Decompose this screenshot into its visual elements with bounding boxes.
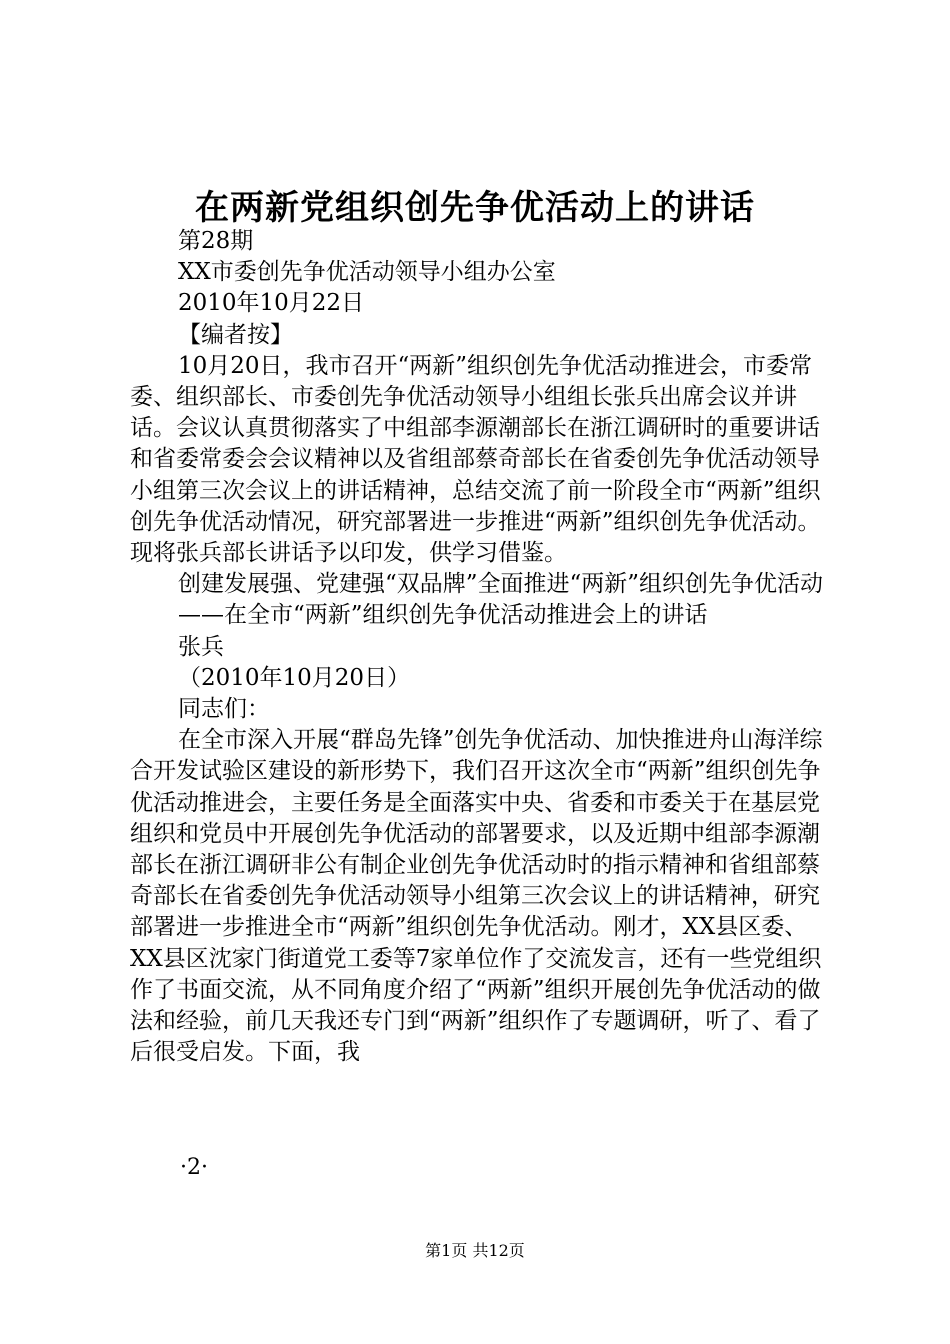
page-indicator: 第1页 共12页	[425, 1241, 525, 1260]
speech-date: （2010年10月20日）	[178, 664, 411, 691]
document-title: 在两新党组织创先争优活动上的讲话	[195, 188, 755, 228]
speaker-name: 张兵	[178, 633, 224, 660]
document-body	[130, 226, 830, 1068]
editor-note-heading: 【编者按】	[178, 321, 293, 348]
body-paragraph: 在全市深入开展“群岛先锋”创先争优活动、加快推进舟山海洋综合开发试验区建设的新形势下，我们召开这次全市“两新”组织创先争优活动推进会，主要任务是全面落实中央、省委和市委关于在基层党组织和党员中开展创先争优活动的部署要求，以及近期中组部李源潮部长在浙江调研非公有制企业创先争优活动时的指示精神和省组部蔡奇部长在省委创先争优活动领导小组第三次会议上的讲话精神，研究部署进一步推进全市“两新”组织创先争优活动。刚才，XX县区委、XX县区沈家门街道党工委等7家单位作了交流发言，还有一些党组织作了书面交流，从不同角度介绍了“两新”组织开展创先争优活动的做法和经验，前几天我还专门到“两新”组织作了专题调研，听了、看了后很受启发。下面，我	[130, 727, 823, 1066]
salutation: 同志们：	[178, 696, 270, 723]
speech-subtitle: ——在全市“两新”组织创先争优活动推进会上的讲话	[178, 602, 708, 629]
speech-title: 创建发展强、党建强“双品牌”全面推进“两新”组织创先争优活动	[178, 571, 824, 598]
issue-number: 第28期	[178, 228, 254, 254]
issue-date: 2010年10月22日	[178, 290, 365, 317]
inner-page-number: ·2·	[180, 1155, 208, 1180]
issuing-office: XX市委创先争优活动领导小组办公室	[178, 259, 556, 286]
editor-note-paragraph: 10月20日，我市召开“两新”组织创先争优活动推进会，市委常委、组织部长、市委创先争优活动领导小组组长张兵出席会议并讲话。会议认真贯彻落实了中组部李源潮部长在浙江调研时的重要讲话和省委常委会会议精神以及省组部蔡奇部长在省委创先争优活动领导小组第三次会议上的讲话精神，总结交流了前一阶段全市“两新”组织创先争优活动情况，研究部署进一步推进“两新”组织创先争优活动。现将张兵部长讲话予以印发，供学习借鉴。	[130, 352, 821, 567]
